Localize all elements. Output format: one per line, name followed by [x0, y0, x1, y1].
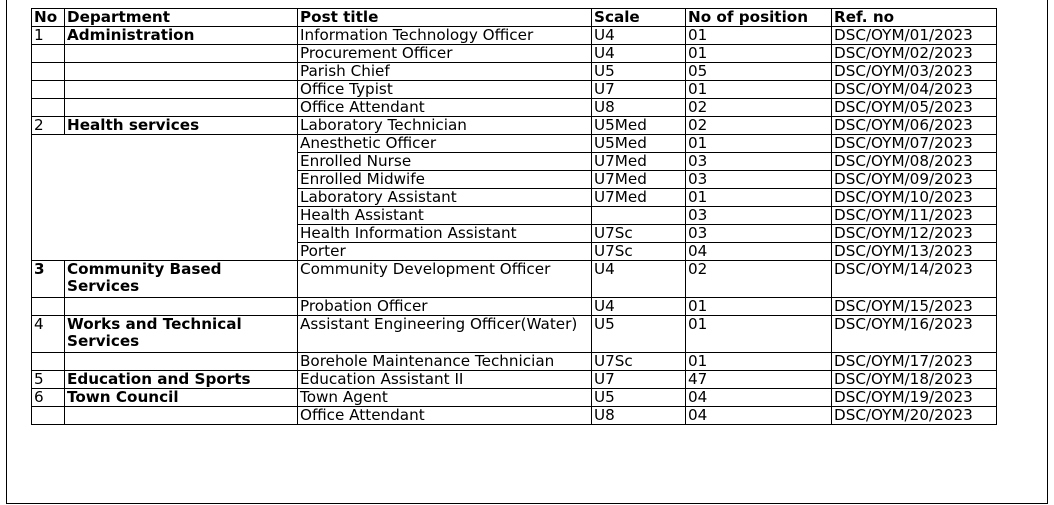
row-scale: U5 [592, 389, 686, 407]
row-department: Administration [65, 27, 298, 45]
table-row [32, 81, 997, 99]
row-ref: DSC/OYM/08/2023 [832, 153, 997, 171]
row-no: 4 [32, 316, 65, 353]
row-positions: 01 [686, 135, 832, 153]
row-department [65, 407, 298, 425]
header-post-title: Post title [298, 9, 592, 27]
table-row [32, 407, 997, 425]
row-scale: U7Sc [592, 353, 686, 371]
row-positions: 04 [686, 407, 832, 425]
row-scale: U7 [592, 81, 686, 99]
row-positions: 03 [686, 153, 832, 171]
row-department [65, 45, 298, 63]
row-positions: 03 [686, 207, 832, 225]
table-row [32, 389, 997, 407]
row-scale: U7Med [592, 153, 686, 171]
row-ref: DSC/OYM/03/2023 [832, 63, 997, 81]
row-positions: 03 [686, 225, 832, 243]
row-positions: 02 [686, 117, 832, 135]
row-department: Health services [65, 117, 298, 135]
row-positions: 02 [686, 261, 832, 298]
row-post-title: Parish Chief [298, 63, 592, 81]
row-positions: 01 [686, 81, 832, 99]
table-row [32, 298, 997, 316]
row-positions: 04 [686, 243, 832, 261]
row-no [32, 99, 65, 117]
row-positions: 02 [686, 99, 832, 117]
row-scale: U5Med [592, 117, 686, 135]
row-scale: U7Sc [592, 225, 686, 243]
row-scale: U4 [592, 45, 686, 63]
table-row [32, 27, 997, 45]
row-post-title: Enrolled Midwife [298, 171, 592, 189]
row-post-title: Office Typist [298, 81, 592, 99]
table-row [32, 371, 997, 389]
table-row [32, 261, 997, 298]
table-row [32, 45, 997, 63]
row-ref: DSC/OYM/10/2023 [832, 189, 997, 207]
row-scale: U7Med [592, 171, 686, 189]
row-scale: U7 [592, 371, 686, 389]
table-row [32, 117, 997, 135]
positions-table [31, 8, 997, 425]
row-scale: U7Med [592, 189, 686, 207]
row-post-title: Community Development Officer [298, 261, 592, 298]
row-scale: U5 [592, 63, 686, 81]
row-positions: 01 [686, 189, 832, 207]
row-department [65, 298, 298, 316]
row-no: 2 [32, 117, 65, 135]
row-no [32, 63, 65, 81]
row-no: 5 [32, 371, 65, 389]
header-positions: No of position [686, 9, 832, 27]
row-positions: 47 [686, 371, 832, 389]
row-positions: 03 [686, 171, 832, 189]
row-ref: DSC/OYM/12/2023 [832, 225, 997, 243]
row-ref: DSC/OYM/17/2023 [832, 353, 997, 371]
row-scale: U4 [592, 298, 686, 316]
row-department [65, 353, 298, 371]
row-post-title: Porter [298, 243, 592, 261]
header-scale: Scale [592, 9, 686, 27]
row-post-title: Procurement Officer [298, 45, 592, 63]
row-post-title: Probation Officer [298, 298, 592, 316]
row-no: 1 [32, 27, 65, 45]
row-positions: 01 [686, 45, 832, 63]
row-no [32, 353, 65, 371]
row-positions: 05 [686, 63, 832, 81]
row-post-title: Health Assistant [298, 207, 592, 225]
row-post-title: Assistant Engineering Officer(Water) [298, 316, 592, 353]
row-post-title: Office Attendant [298, 407, 592, 425]
row-positions: 01 [686, 353, 832, 371]
row-scale: U5Med [592, 135, 686, 153]
row-department: Community Based Services [65, 261, 298, 298]
row-ref: DSC/OYM/07/2023 [832, 135, 997, 153]
header-department: Department [65, 9, 298, 27]
header-ref: Ref. no [832, 9, 997, 27]
header-no: No [32, 9, 65, 27]
row-post-title: Town Agent [298, 389, 592, 407]
table-row [32, 63, 997, 81]
row-department: Town Council [65, 389, 298, 407]
row-post-title: Office Attendant [298, 99, 592, 117]
row-ref: DSC/OYM/15/2023 [832, 298, 997, 316]
row-department [65, 63, 298, 81]
row-post-title: Borehole Maintenance Technician [298, 353, 592, 371]
row-ref: DSC/OYM/14/2023 [832, 261, 997, 298]
row-no: 6 [32, 389, 65, 407]
row-no [32, 81, 65, 99]
row-ref: DSC/OYM/19/2023 [832, 389, 997, 407]
row-ref: DSC/OYM/02/2023 [832, 45, 997, 63]
row-scale: U5 [592, 316, 686, 353]
row-ref: DSC/OYM/20/2023 [832, 407, 997, 425]
row-post-title: Education Assistant II [298, 371, 592, 389]
row-ref: DSC/OYM/13/2023 [832, 243, 997, 261]
table-row [32, 135, 997, 153]
row-positions: 04 [686, 389, 832, 407]
row-positions: 01 [686, 316, 832, 353]
row-ref: DSC/OYM/05/2023 [832, 99, 997, 117]
table-row [32, 99, 997, 117]
row-ref: DSC/OYM/01/2023 [832, 27, 997, 45]
row-department: Works and Technical Services [65, 316, 298, 353]
row-post-title: Health Information Assistant [298, 225, 592, 243]
row-post-title: Laboratory Technician [298, 117, 592, 135]
row-department: Education and Sports [65, 371, 298, 389]
row-scale: U8 [592, 99, 686, 117]
row-no: 3 [32, 261, 65, 298]
row-ref: DSC/OYM/09/2023 [832, 171, 997, 189]
row-post-title: Information Technology Officer [298, 27, 592, 45]
table-row [32, 316, 997, 353]
row-ref: DSC/OYM/18/2023 [832, 371, 997, 389]
row-post-title: Enrolled Nurse [298, 153, 592, 171]
row-no [32, 298, 65, 316]
row-no [32, 45, 65, 63]
row-positions: 01 [686, 27, 832, 45]
row-ref: DSC/OYM/16/2023 [832, 316, 997, 353]
table-row [32, 353, 997, 371]
row-ref: DSC/OYM/11/2023 [832, 207, 997, 225]
row-scale: U8 [592, 407, 686, 425]
row-scale [592, 207, 686, 225]
header-row [32, 9, 997, 27]
row-ref: DSC/OYM/04/2023 [832, 81, 997, 99]
row-ref: DSC/OYM/06/2023 [832, 117, 997, 135]
row-positions: 01 [686, 298, 832, 316]
row-scale: U7Sc [592, 243, 686, 261]
row-department [65, 99, 298, 117]
row-scale: U4 [592, 261, 686, 298]
row-department [65, 81, 298, 99]
row-post-title: Anesthetic Officer [298, 135, 592, 153]
row-post-title: Laboratory Assistant [298, 189, 592, 207]
row-scale: U4 [592, 27, 686, 45]
row-no [32, 407, 65, 425]
merged-blank-cell [32, 135, 298, 261]
